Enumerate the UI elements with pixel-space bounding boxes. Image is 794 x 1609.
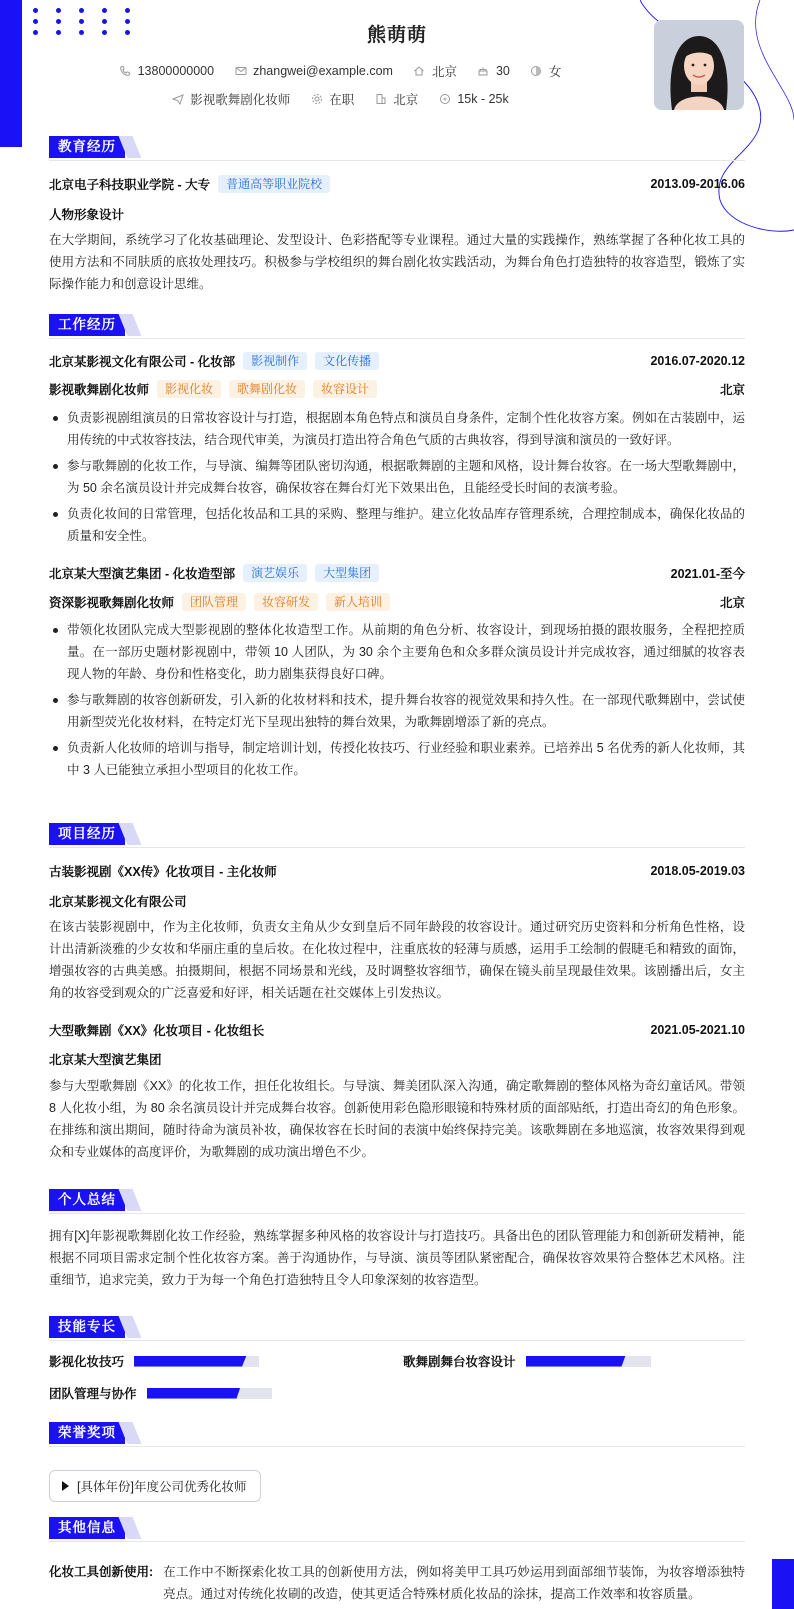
job-2-bullets	[49, 619, 745, 785]
other-section	[49, 1517, 745, 1607]
status-text: 在职	[329, 93, 355, 107]
role-tag: 团队管理	[182, 593, 246, 611]
education-section	[49, 136, 745, 296]
education-header	[49, 136, 745, 161]
gender-item	[530, 62, 562, 80]
job-role: 资深影视歌舞剧化妆师	[49, 596, 175, 610]
play-icon	[62, 1481, 69, 1491]
project-org: 北京某影视文化有限公司	[49, 895, 187, 909]
status-item	[310, 90, 354, 108]
project-org: 北京某大型演艺集团	[49, 1053, 162, 1067]
candidate-name: 熊萌萌	[366, 25, 427, 46]
skill-name: 团队管理与协作	[49, 1387, 137, 1401]
salary-text: 15k - 25k	[457, 92, 509, 106]
city-text: 北京	[431, 65, 457, 79]
role-tag: 歌舞剧化妆	[229, 380, 305, 398]
job-2-role	[49, 593, 745, 611]
list-item: 负责影视剧组演员的日常妆容设计与打造，根据剧本角色特点和演员自身条件，定制个性化妆容方案。例如在古装剧中，运用传统的中式妆容技法，结合现代审美，为演员打造出符合角色气质的古典妆容，得到导演和演员的一致好评。	[49, 407, 745, 451]
company-tag: 演艺娱乐	[243, 564, 307, 582]
right-accent-bar	[772, 1559, 794, 1609]
skill-name: 影视化妆技巧	[49, 1355, 125, 1369]
section-title: 项目经历	[49, 823, 125, 845]
project-name: 大型歌舞剧《XX》化妆项目 - 化妆组长	[49, 1024, 265, 1038]
email-item	[234, 64, 393, 78]
company-tag: 影视制作	[243, 352, 307, 370]
gender-text: 女	[548, 65, 562, 79]
skill-name: 歌舞剧舞台妆容设计	[403, 1355, 516, 1369]
home-icon	[413, 65, 426, 78]
phone-text: 13800000000	[137, 64, 215, 78]
section-title: 工作经历	[49, 314, 125, 336]
job-intent-row	[0, 90, 680, 108]
city-item	[413, 62, 457, 80]
company-tag: 大型集团	[315, 564, 379, 582]
school-name: 北京电子科技职业学院 - 大专	[49, 178, 211, 192]
section-title: 教育经历	[49, 136, 125, 158]
company-name: 北京某影视文化有限公司 - 化妆部	[49, 355, 236, 369]
gear-icon	[310, 93, 323, 106]
job-location: 北京	[719, 383, 745, 397]
project-1-org	[49, 892, 745, 910]
school-tag: 普通高等职业院校	[218, 175, 330, 193]
skill-item	[49, 1384, 272, 1402]
section-title: 荣誉奖项	[49, 1422, 125, 1444]
job-period: 2021.01-至今	[670, 567, 745, 581]
awards-header	[49, 1422, 745, 1447]
position-item	[171, 90, 290, 108]
list-item: 带领化妆团队完成大型影视剧的整体化妆造型工作。从前期的角色分析、妆容设计，到现场拍摄的跟妆服务，全程把控质量。在一部历史题材影视剧中，带领 10 人团队，为 30 余个主要角色和众多群众演员设计并完成妆容，通过细腻的妆容表现人物的年龄、身份和性格变化，助力剧集获得良好口碑。	[49, 619, 745, 685]
building-icon	[374, 93, 387, 106]
summary-text: 拥有[X]年影视歌舞剧化妆工作经验，熟练掌握多种风格的妆容设计与打造技巧。具备出色的团队管理能力和创新研发精神，能根据不同项目需求定制个性化妆容方案。善于沟通协作，与导演、演员等团队紧密配合，确保妆容效果符合整体艺术风格。注重细节，追求完美，致力于为每一个角色打造独特且令人印象深刻的妆容造型。	[49, 1229, 745, 1287]
work-section	[49, 314, 745, 794]
salary-item	[438, 92, 508, 106]
gender-icon	[530, 65, 543, 78]
skill-item	[403, 1352, 651, 1370]
major-row	[49, 205, 745, 223]
list-item: 负责化妆间的日常管理，包括化妆品和工具的采购、整理与维护。建立化妆品库存管理系统，合理控制成本，确保化妆品的质量和安全性。	[49, 503, 745, 547]
skill-item	[49, 1352, 259, 1370]
job-1-role	[49, 380, 745, 398]
skill-bar-fill	[147, 1388, 241, 1399]
other-label: 化妆工具创新使用:	[49, 1565, 154, 1579]
mail-icon	[234, 65, 247, 78]
section-title: 个人总结	[49, 1189, 125, 1211]
skill-bar	[134, 1356, 259, 1367]
project-1-description: 在该古装影视剧中，作为主化妆师，负责女主角从少女到皇后不同年龄段的妆容设计。通过研究历史资料和分析角色性格，设计出清新淡雅的少女妆和华丽庄重的皇后妆。在化妆过程中，注重底妆的轻薄与质感，运用手工绘制的假睫毛和精致的面饰，增强妆容的古典美感。拍摄期间，根据不同场景和光线，及时调整妆容细节，确保在镜头前呈现最佳效果。该剧播出后，女主角的妆容受到观众的广泛喜爱和好评，相关话题在社交媒体上引发热议。	[49, 920, 745, 1000]
target-city-item	[374, 90, 418, 108]
project-2-header	[49, 1021, 745, 1039]
section-title: 其他信息	[49, 1517, 125, 1539]
contact-row	[0, 62, 680, 80]
awards-section	[49, 1422, 745, 1512]
project-name: 古装影视剧《XX传》化妆项目 - 主化妆师	[49, 865, 277, 879]
skills-header	[49, 1316, 745, 1341]
list-item: 参与歌舞剧的化妆工作，与导演、编舞等团队密切沟通，根据歌舞剧的主题和风格，设计舞台妆容。在一场大型歌舞剧中，为 50 余名演员设计并完成舞台妆容，确保妆容在舞台灯光下效果出色，且能经受长时间的表演考验。	[49, 455, 745, 499]
education-entry	[49, 175, 745, 193]
job-role: 影视歌舞剧化妆师	[49, 383, 150, 397]
section-title: 技能专长	[49, 1316, 125, 1338]
role-tag: 妆容设计	[313, 380, 377, 398]
major: 人物形象设计	[49, 208, 125, 222]
avatar	[654, 20, 744, 110]
money-icon	[438, 93, 451, 106]
project-section	[49, 823, 745, 1183]
job-1-bullets	[49, 407, 745, 551]
list-item: 参与歌舞剧的妆容创新研发，引入新的化妆材料和技术，提升舞台妆容的视觉效果和持久性。在一部现代歌舞剧中，尝试使用新型荧光化妆材料，在特定灯光下呈现出独特的舞台效果，为歌舞剧增添了新的亮点。	[49, 689, 745, 733]
job-1-header	[49, 352, 745, 370]
email-text: zhangwei@example.com	[253, 64, 393, 78]
job-2-header	[49, 564, 745, 582]
other-text: 在工作中不断探索化妆工具的创新使用方法，例如将美甲工具巧妙运用到面部细节装饰，为妆容增添独特亮点。通过对传统化妆刷的改造，使其更适合特殊材质化妆品的涂抹，提高工作效率和妆容质量。	[163, 1565, 745, 1601]
company-name: 北京某大型演艺集团 - 化妆造型部	[49, 567, 236, 581]
job-location: 北京	[719, 596, 745, 610]
age-item	[477, 64, 510, 78]
project-header	[49, 823, 745, 848]
summary-header	[49, 1189, 745, 1214]
education-description: 在大学期间，系统学习了化妆基础理论、发型设计、色彩搭配等专业课程。通过大量的实践操作，熟练掌握了各种化妆工具的使用方法和不同肤质的底妆处理技巧。积极参与学校组织的舞台剧化妆实践活动，为舞台角色打造独特的妆容造型，锻炼了实际操作能力和创意设计思维。	[49, 233, 745, 291]
send-icon	[171, 93, 184, 106]
age-text: 30	[495, 64, 510, 78]
award-text: [具体年份]年度公司优秀化妆师	[77, 1480, 247, 1494]
role-tag: 妆容研发	[254, 593, 318, 611]
project-period: 2021.05-2021.10	[650, 1023, 745, 1037]
project-2-description: 参与大型歌舞剧《XX》的化妆工作，担任化妆组长。与导演、舞美团队深入沟通，确定歌舞剧的整体风格为奇幻童话风。带领 8 人化妆小组，为 80 余名演员设计并完成舞台妆容。创新使用彩色隐形眼镜和特殊材质的面部贴纸，打造出奇幻的角色形象。在排练和演出期间，随时待命为演员补妆，确保妆容在长时间的表演中始终保持完美。该歌舞剧在多地巡演，妆容效果得到观众和专业媒体的高度评价，为歌舞剧的成功演出增色不少。	[49, 1079, 745, 1159]
skill-bar	[526, 1356, 651, 1367]
summary-section	[49, 1189, 745, 1299]
skill-bar-fill	[526, 1356, 626, 1367]
other-item	[49, 1561, 745, 1605]
work-header	[49, 314, 745, 339]
project-period: 2018.05-2019.03	[650, 864, 745, 878]
other-header	[49, 1517, 745, 1542]
role-tag: 影视化妆	[157, 380, 221, 398]
target-city-text: 北京	[393, 93, 419, 107]
position-text: 影视歌舞剧化妆师	[190, 93, 291, 107]
phone-icon	[119, 65, 132, 78]
company-tag: 文化传播	[315, 352, 379, 370]
education-period: 2013.09-2016.06	[650, 177, 745, 191]
phone-item	[119, 64, 214, 78]
skill-bar-fill	[134, 1356, 247, 1367]
job-period: 2016.07-2020.12	[650, 354, 745, 368]
skills-section	[49, 1316, 745, 1406]
list-item: 负责新人化妆师的培训与指导，制定培训计划，传授化妆技巧、行业经验和职业素养。已培养出 5 名优秀的新人化妆师，其中 3 人已能独立承担小型项目的化妆工作。	[49, 737, 745, 781]
cake-icon	[477, 65, 490, 78]
role-tag: 新人培训	[326, 593, 390, 611]
project-2-org	[49, 1050, 745, 1068]
project-1-header	[49, 862, 745, 880]
skill-bar	[147, 1388, 272, 1399]
award-item	[49, 1470, 261, 1502]
